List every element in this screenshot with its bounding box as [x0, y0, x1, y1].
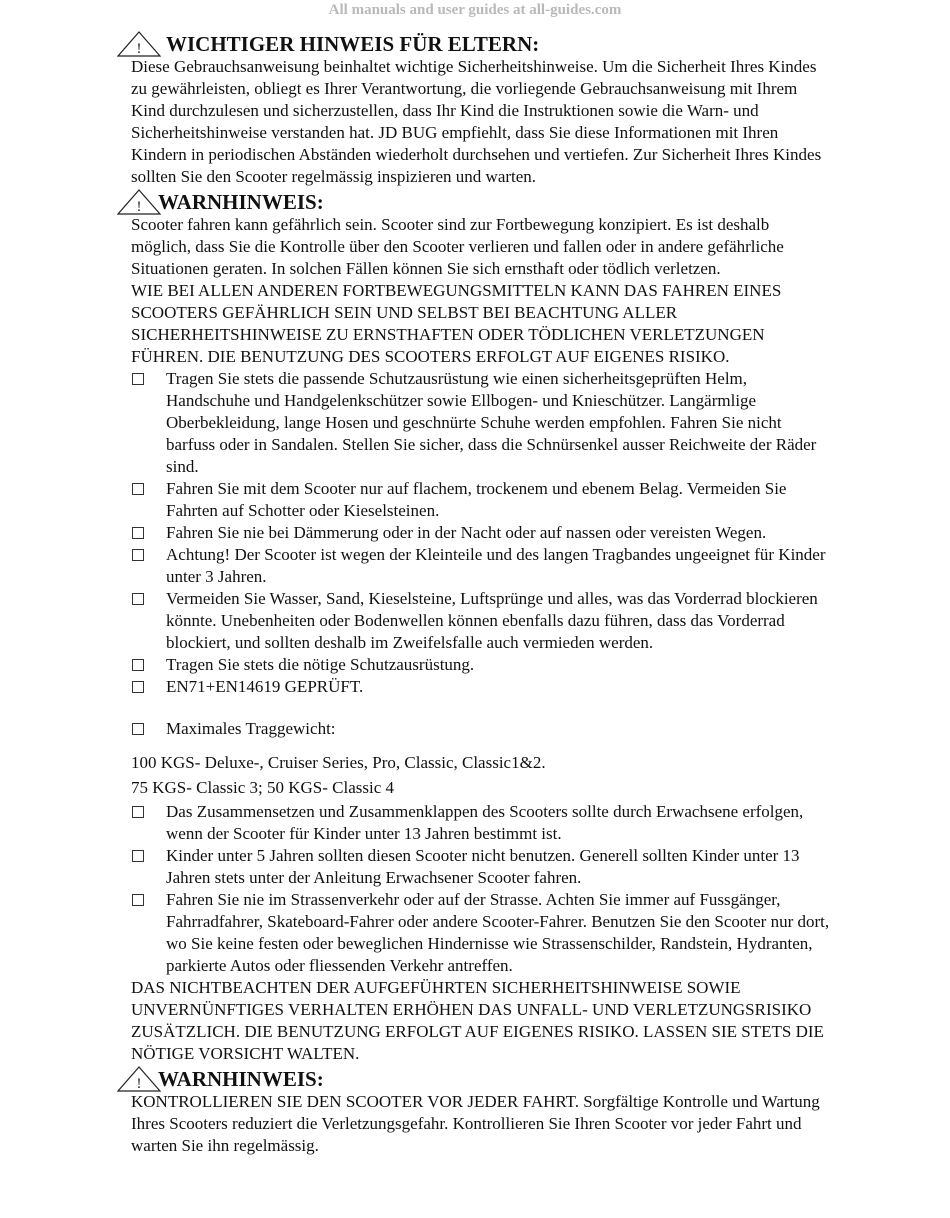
checkbox-icon: [132, 681, 144, 693]
heading-warning-2: [131, 1065, 831, 1091]
weight-line: 100 KGS- Deluxe-, Cruiser Series, Pro, Classic, Classic1&2.: [131, 753, 546, 772]
list-item: Tragen Sie stets die nötige Schutzausrüstung.: [131, 654, 831, 676]
list-item: Fahren Sie mit dem Scooter nur auf flachem, trockenem und ebenem Belag. Vermeiden Sie Fahrten auf Schotter oder Kieselsteinen.: [131, 478, 831, 522]
section-title: WICHTIGER HINWEIS FÜR ELTERN:: [166, 32, 540, 56]
warning-triangle-icon: [117, 189, 161, 215]
list-item: Das Zusammensetzen und Zusammenklappen des Scooters sollte durch Erwachsene erfolgen, wenn der Scooter für Kinder unter 13 Jahren bestimmt ist.: [131, 801, 831, 845]
document-page: [131, 30, 831, 1157]
weight-line: 75 KGS- Classic 3; 50 KGS- Classic 4: [131, 778, 395, 797]
warning-triangle-icon: [117, 1066, 161, 1092]
checkbox-icon: [132, 549, 144, 561]
watermark: All manuals and user guides at all-guides.com: [328, 2, 622, 18]
list-item: Achtung! Der Scooter ist wegen der Kleinteile und des langen Tragbandes ungeeignet für Kinder unter 3 Jahren.: [131, 544, 831, 588]
list-item: Fahren Sie nie im Strassenverkehr oder auf der Strasse. Achten Sie immer auf Fussgänger, Fahrradfahrer, Skateboard-Fahrer oder andere Scooter-Fahrer. Benutzen Sie den Scooter nur dort, wo Sie keine festen oder beweglichen Hindernisse wie Strassenschilder, Randstein, Hydranten, parkierte Autos oder fliessenden Verkehr antreffen.: [131, 889, 831, 977]
svg-text:!: !: [136, 199, 142, 215]
checkbox-icon: [132, 723, 144, 735]
paragraph: Scooter fahren kann gefährlich sein. Scooter sind zur Fortbewegung konzipiert. Es ist deshalb möglich, dass Sie die Kontrolle über den Scooter verlieren und fallen oder in andere gefährliche Situationen geraten. In solchen Fällen können Sie sich ernsthaft oder tödlich verletzen.: [131, 215, 784, 278]
section-title: WARNHINWEIS:: [158, 190, 324, 214]
checkbox-icon: [132, 483, 144, 495]
checkbox-icon: [132, 894, 144, 906]
svg-text:!: !: [136, 1076, 142, 1092]
list-item-weight: Maximales Traggewicht:: [131, 718, 831, 740]
svg-text:!: !: [136, 41, 142, 57]
checkbox-icon: [132, 373, 144, 385]
paragraph: KONTROLLIEREN SIE DEN SCOOTER VOR JEDER FAHRT. Sorgfältige Kontrolle und Wartung Ihres Scooters reduziert die Verletzungsgefahr. Kontrollieren Sie Ihren Scooter vor jeder Fahrt und warten Sie ihn regelmässig.: [131, 1092, 820, 1155]
list-item: Vermeiden Sie Wasser, Sand, Kieselsteine, Luftsprünge und alles, was das Vorderrad blockieren könnte. Unebenheiten oder Bodenwellen können ebenfalls dazu führen, dass das Vorderrad blockiert, und sollten deshalb im Zweifelsfalle auch vermieden werden.: [131, 588, 831, 654]
list-item: Fahren Sie nie bei Dämmerung oder in der Nacht oder auf nassen oder vereisten Wegen.: [131, 522, 831, 544]
caps-paragraph: WIE BEI ALLEN ANDEREN FORTBEWEGUNGSMITTELN KANN DAS FAHREN EINES SCOOTERS GEFÄHRLICH SEIN UND SELBST BEI BEACHTUNG ALLER SICHERHEITSHINWEISE ZU ERNSTHAFTEN ODER TÖDLICHEN VERLETZUNGEN FÜHREN. DIE BENUTZUNG DES SCOOTERS ERFOLGT AUF EIGENES RISIKO.: [131, 281, 782, 366]
checkbox-icon: [132, 659, 144, 671]
warning-triangle-icon: [117, 31, 161, 57]
list-item: EN71+EN14619 GEPRÜFT.: [131, 676, 831, 698]
checkbox-icon: [132, 593, 144, 605]
caps-paragraph: DAS NICHTBEACHTEN DER AUFGEFÜHRTEN SICHERHEITSHINWEISE SOWIE UNVERNÜNFTIGES VERHALTEN ERHÖHEN DAS UNFALL- UND VERLETZUNGSRISIKO ZUSÄTZLICH. DIE BENUTZUNG ERFOLGT AUF EIGENES RISIKO. LASSEN SIE STETS DIE NÖTIGE VORSICHT WALTEN.: [131, 978, 824, 1063]
heading-warning: [131, 188, 831, 214]
checkbox-icon: [132, 806, 144, 818]
paragraph: Diese Gebrauchsanweisung beinhaltet wichtige Sicherheitshinweise. Um die Sicherheit Ihres Kindes zu gewährleisten, obliegt es Ihrer Verantwortung, die vorliegende Gebrauchsanweisung mit Ihrem Kind durchzulesen und sicherzustellen, dass Ihr Kind die Instruktionen sowie die Warn- und Sicherheitshinweise verstanden hat. JD BUG empfiehlt, dass Sie diese Informationen mit Ihren Kindern in periodischen Abständen wiederholt durchsehen und vertiefen. Zur Sicherheit Ihres Kindes sollten Sie den Scooter regelmässig inspizieren und warten.: [131, 57, 822, 186]
heading-parents: [131, 30, 831, 56]
list-item: Kinder unter 5 Jahren sollten diesen Scooter nicht benutzen. Generell sollten Kinder unter 13 Jahren stets unter der Anleitung Erwachsener Scooter fahren.: [131, 845, 831, 889]
section-title: WARNHINWEIS:: [158, 1067, 324, 1091]
list-item: Tragen Sie stets die passende Schutzausrüstung wie einen sicherheitsgeprüften Helm, Handschuhe und Handgelenkschützer sowie Ellbogen- und Knieschützer. Langärmlige Oberbekleidung, lange Hosen und geschnürte Schuhe werden empfohlen. Fahren Sie nicht barfuss oder in Sandalen. Stellen Sie sicher, dass die Schnürsenkel ausser Reichweite der Räder sind.: [131, 368, 831, 478]
checkbox-icon: [132, 527, 144, 539]
checkbox-icon: [132, 850, 144, 862]
